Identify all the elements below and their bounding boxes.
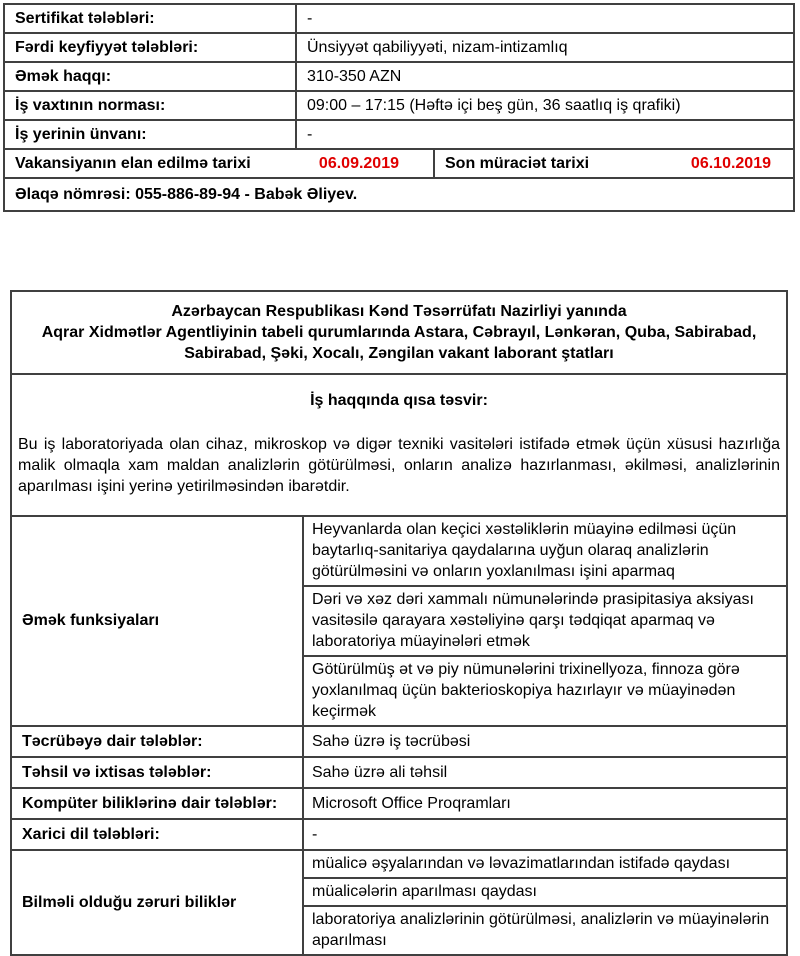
row-label: Sertifikat tələbləri:	[5, 5, 297, 32]
work-function-item	[304, 657, 786, 725]
row-value: 09:00 – 17:15 (Həftə içi beş gün, 36 saatlıq iş qrafiki)	[307, 96, 681, 114]
required-knowledge-item	[304, 907, 786, 954]
vacancy-title-line: Azərbaycan Respublikası Kənd Təsərrüfatı Nazirliyi yanında	[171, 303, 627, 320]
table-row	[12, 789, 786, 820]
required-knowledge-section	[12, 851, 786, 954]
work-function-text: Götürülmüş ət və piy nümunələrini trixinellyoza, finnoza görə yoxlanılmaq üçün bakterioskopiya hazırlayır və müayinədən keçirmək	[312, 661, 740, 720]
deadline-date-cell	[435, 150, 793, 177]
row-value: -	[307, 9, 313, 27]
work-function-item	[304, 517, 786, 587]
announce-date-value: 06.09.2019	[318, 154, 399, 172]
deadline-date-label: Son müraciət tarixi	[445, 154, 590, 172]
row-label: İş vaxtının norması:	[5, 92, 297, 119]
deadline-date-value: 06.10.2019	[690, 154, 771, 172]
table-row	[12, 820, 786, 851]
row-value: -	[307, 125, 313, 143]
job-summary-cell	[12, 375, 786, 517]
required-knowledge-item	[304, 851, 786, 879]
required-knowledge-list	[304, 851, 786, 954]
row-label: Təcrübəyə dair tələblər:	[12, 727, 304, 756]
row-label: Fərdi keyfiyyət tələbləri:	[5, 34, 297, 61]
work-functions-section	[12, 517, 786, 727]
row-label: Kompüter biliklərinə dair tələblər:	[12, 789, 304, 818]
table-row	[5, 34, 793, 63]
row-value: Sahə üzrə ali təhsil	[312, 763, 448, 781]
job-summary-heading: İş haqqında qısa təsvir:	[310, 392, 488, 409]
required-knowledge-item	[304, 879, 786, 907]
work-functions-list	[304, 517, 786, 725]
work-function-text: Dəri və xəz dəri xammalı nümunələrində prasipitasiya aksiyası vasitəsilə qarayara xəstəliyinə qarşı tədqiqat aparmaq və laboratoriya müayinələri etmək	[312, 591, 754, 650]
row-value: Sahə üzrə iş təcrübəsi	[312, 732, 471, 750]
vacancy-detail-table	[10, 290, 788, 956]
announce-date-label: Vakansiyanın elan edilmə tarixi	[15, 154, 251, 172]
required-knowledge-text: müalicə əşyalarından və ləvazimatlarından istifadə qaydası	[312, 855, 731, 872]
work-function-text: Heyvanlarda olan keçici xəstəliklərin müayinə edilməsi üçün baytarlıq-sanitariya qaydalarına uyğun olaraq analizlərin götürülməsini və onların yoxlanılması işini aparmaq	[312, 521, 737, 580]
row-label: Əmək haqqı:	[5, 63, 297, 90]
required-knowledge-text: laboratoriya analizlərinin götürülməsi, analizlərin və müayinələrin aparılması	[312, 911, 770, 949]
contact-row	[5, 179, 793, 210]
row-value: Ünsiyyət qabiliyyəti, nizam-intizamlıq	[307, 38, 568, 56]
work-function-item	[304, 587, 786, 657]
row-value: -	[312, 825, 318, 843]
table-row	[12, 727, 786, 758]
row-label: Təhsil və ixtisas tələblər:	[12, 758, 304, 787]
vacancy-title	[12, 292, 786, 375]
required-knowledge-text: müalicələrin aparılması qaydası	[312, 883, 537, 900]
row-label: Xarici dil tələbləri:	[12, 820, 304, 849]
dates-row	[5, 150, 793, 179]
row-value: 310-350 AZN	[307, 67, 402, 85]
work-functions-label: Əmək funksiyaları	[12, 517, 304, 725]
vacancy-title-line: Sabirabad, Şəki, Xocalı, Zəngilan vakant laborant ştatları	[184, 345, 614, 362]
row-label: İş yerinin ünvanı:	[5, 121, 297, 148]
table-row	[12, 758, 786, 789]
row-value: Microsoft Office Proqramları	[312, 794, 511, 812]
announce-date-cell	[5, 150, 435, 177]
vacancy-title-line: Aqrar Xidmətlər Agentliyinin tabeli qurumlarında Astara, Cəbrayıl, Lənkəran, Quba, Sabirabad,	[41, 324, 757, 341]
table-row	[5, 63, 793, 92]
required-knowledge-label: Bilməli olduğu zəruri biliklər	[12, 851, 304, 954]
contact-info: Əlaqə nömrəsi: 055-886-89-94 - Babək Əliyev.	[15, 185, 358, 203]
table-row	[5, 5, 793, 34]
table-row	[5, 121, 793, 150]
vacancy-summary-table	[3, 3, 795, 212]
job-summary-text: Bu iş laboratoriyada olan cihaz, mikroskop və digər texniki vasitələri istifadə etmək üçün xüsusi hazırlığa malik olmaqla xam maldan analizlərin götürülməsi, onların analizə hazırlanması, əkilməsi, analizlərinin aparılması işini yerinə yetirilməsindən ibarətdir.	[18, 436, 780, 495]
table-row	[5, 92, 793, 121]
